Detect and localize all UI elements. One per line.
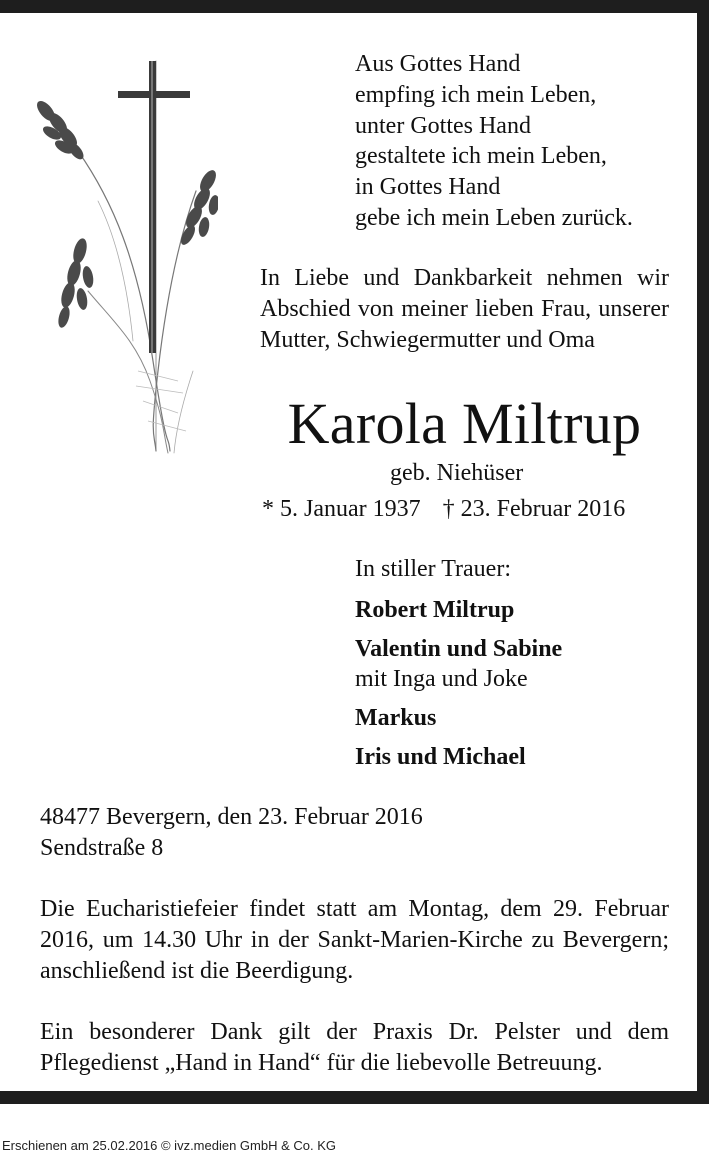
- mourners-list: [355, 554, 562, 772]
- poem: [355, 49, 633, 234]
- birth-date: * 5. Januar 1937: [262, 496, 421, 522]
- cross-with-wheat-icon: [18, 41, 218, 461]
- mourner-name: Markus: [355, 705, 437, 731]
- mourner-name: Robert Miltrup: [355, 597, 515, 623]
- poem-line: unter Gottes Hand: [355, 112, 531, 139]
- place-date: 48477 Bevergern, den 23. Februar 2016: [40, 804, 423, 830]
- service-info: Die Eucharistiefeier findet statt am Montag, dem 29. Februar 2016, um 14.30 Uhr in der Sankt-Marien-Kirche zu Bevergern; anschließend ist die Beerdigung.: [40, 896, 669, 984]
- thanks-note: Ein besonderer Dank gilt der Praxis Dr. Pelster und dem Pflegedienst „Hand in Hand“ für die liebevolle Betreuung.: [40, 1019, 669, 1076]
- poem-line: gebe ich mein Leben zurück.: [355, 204, 633, 231]
- poem-line: empfing ich mein Leben,: [355, 81, 597, 108]
- poem-line: Aus Gottes Hand: [355, 51, 521, 77]
- street: Sendstraße 8: [40, 835, 164, 861]
- life-dates: [262, 493, 625, 525]
- mourners-heading: In stiller Trauer:: [355, 556, 511, 582]
- maiden-name: geb. Niehüser: [390, 460, 524, 486]
- mourner-name: Iris und Michael: [355, 744, 526, 770]
- intro-text: In Liebe und Dankbarkeit nehmen wir Abschied von meiner lieben Frau, unserer Mutter, Schwiegermutter und Oma: [260, 265, 669, 353]
- deceased-name: Karola Miltrup: [287, 391, 642, 456]
- poem-line: gestaltete ich mein Leben,: [355, 143, 607, 170]
- poem-line: in Gottes Hand: [355, 174, 501, 201]
- mourner-note: mit Inga und Joke: [355, 666, 528, 692]
- publication-footer: Erschienen am 25.02.2016 © ivz.medien GmbH & Co. KG: [2, 1138, 337, 1153]
- death-date: † 23. Februar 2016: [442, 496, 626, 522]
- address-block: [40, 802, 423, 864]
- mourner-name: Valentin und Sabine: [355, 636, 563, 662]
